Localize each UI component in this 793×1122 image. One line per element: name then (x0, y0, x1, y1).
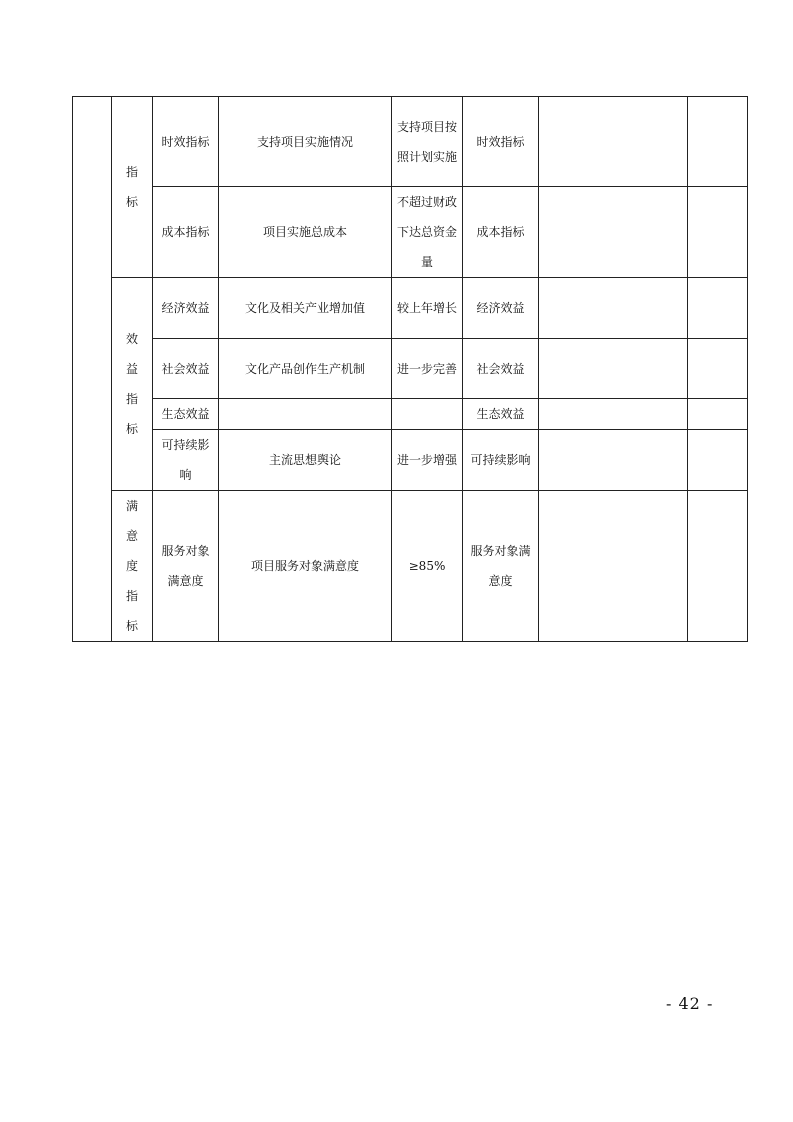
table-row (73, 97, 748, 187)
indicator-target: ≥85% (392, 491, 463, 642)
indicator-target: 不超过财政下达总资金量 (392, 187, 463, 278)
table-row (73, 278, 748, 339)
indicator-target: 支持项目按照计划实施 (392, 97, 463, 187)
score-cell (688, 430, 748, 491)
indicator-content: 项目服务对象满意度 (219, 491, 392, 642)
page-number: - 42 - (666, 994, 714, 1013)
sub-indicator: 社会效益 (153, 339, 219, 399)
table-row (73, 187, 748, 278)
sub-indicator-repeat: 社会效益 (463, 339, 539, 399)
indicator-content: 文化产品创作生产机制 (219, 339, 392, 399)
sub-indicator: 时效指标 (153, 97, 219, 187)
actual-value-cell (539, 339, 688, 399)
actual-value-cell (539, 97, 688, 187)
score-cell (688, 339, 748, 399)
sub-indicator: 可持续影响 (153, 430, 219, 491)
indicator-target: 进一步增强 (392, 430, 463, 491)
sub-indicator-repeat: 时效指标 (463, 97, 539, 187)
score-cell (688, 187, 748, 278)
score-cell (688, 278, 748, 339)
group-label-benefit: 效 益 指 标 (112, 278, 153, 491)
table-row (73, 430, 748, 491)
actual-value-cell (539, 491, 688, 642)
sub-indicator: 服务对象满意度 (153, 491, 219, 642)
sub-indicator-repeat: 服务对象满意度 (463, 491, 539, 642)
indicator-content: 支持项目实施情况 (219, 97, 392, 187)
indicator-target: 较上年增长 (392, 278, 463, 339)
sub-indicator-repeat: 成本指标 (463, 187, 539, 278)
table-row (73, 491, 748, 642)
score-cell (688, 399, 748, 430)
indicator-content: 主流思想舆论 (219, 430, 392, 491)
performance-indicator-table (72, 96, 748, 642)
score-cell (688, 97, 748, 187)
actual-value-cell (539, 430, 688, 491)
table-row (73, 339, 748, 399)
sub-indicator: 成本指标 (153, 187, 219, 278)
sub-indicator-repeat: 可持续影响 (463, 430, 539, 491)
actual-value-cell (539, 399, 688, 430)
actual-value-cell (539, 278, 688, 339)
sub-indicator-repeat: 生态效益 (463, 399, 539, 430)
sub-indicator-repeat: 经济效益 (463, 278, 539, 339)
table-row (73, 399, 748, 430)
outer-category-cell (73, 97, 112, 642)
indicator-target (392, 399, 463, 430)
sub-indicator: 经济效益 (153, 278, 219, 339)
group-label-satisfaction: 满 意 度 指 标 (112, 491, 153, 642)
score-cell (688, 491, 748, 642)
indicator-content (219, 399, 392, 430)
indicator-target: 进一步完善 (392, 339, 463, 399)
indicator-content: 项目实施总成本 (219, 187, 392, 278)
actual-value-cell (539, 187, 688, 278)
indicator-content: 文化及相关产业增加值 (219, 278, 392, 339)
sub-indicator: 生态效益 (153, 399, 219, 430)
group-label-indicator: 指 标 (112, 97, 153, 278)
